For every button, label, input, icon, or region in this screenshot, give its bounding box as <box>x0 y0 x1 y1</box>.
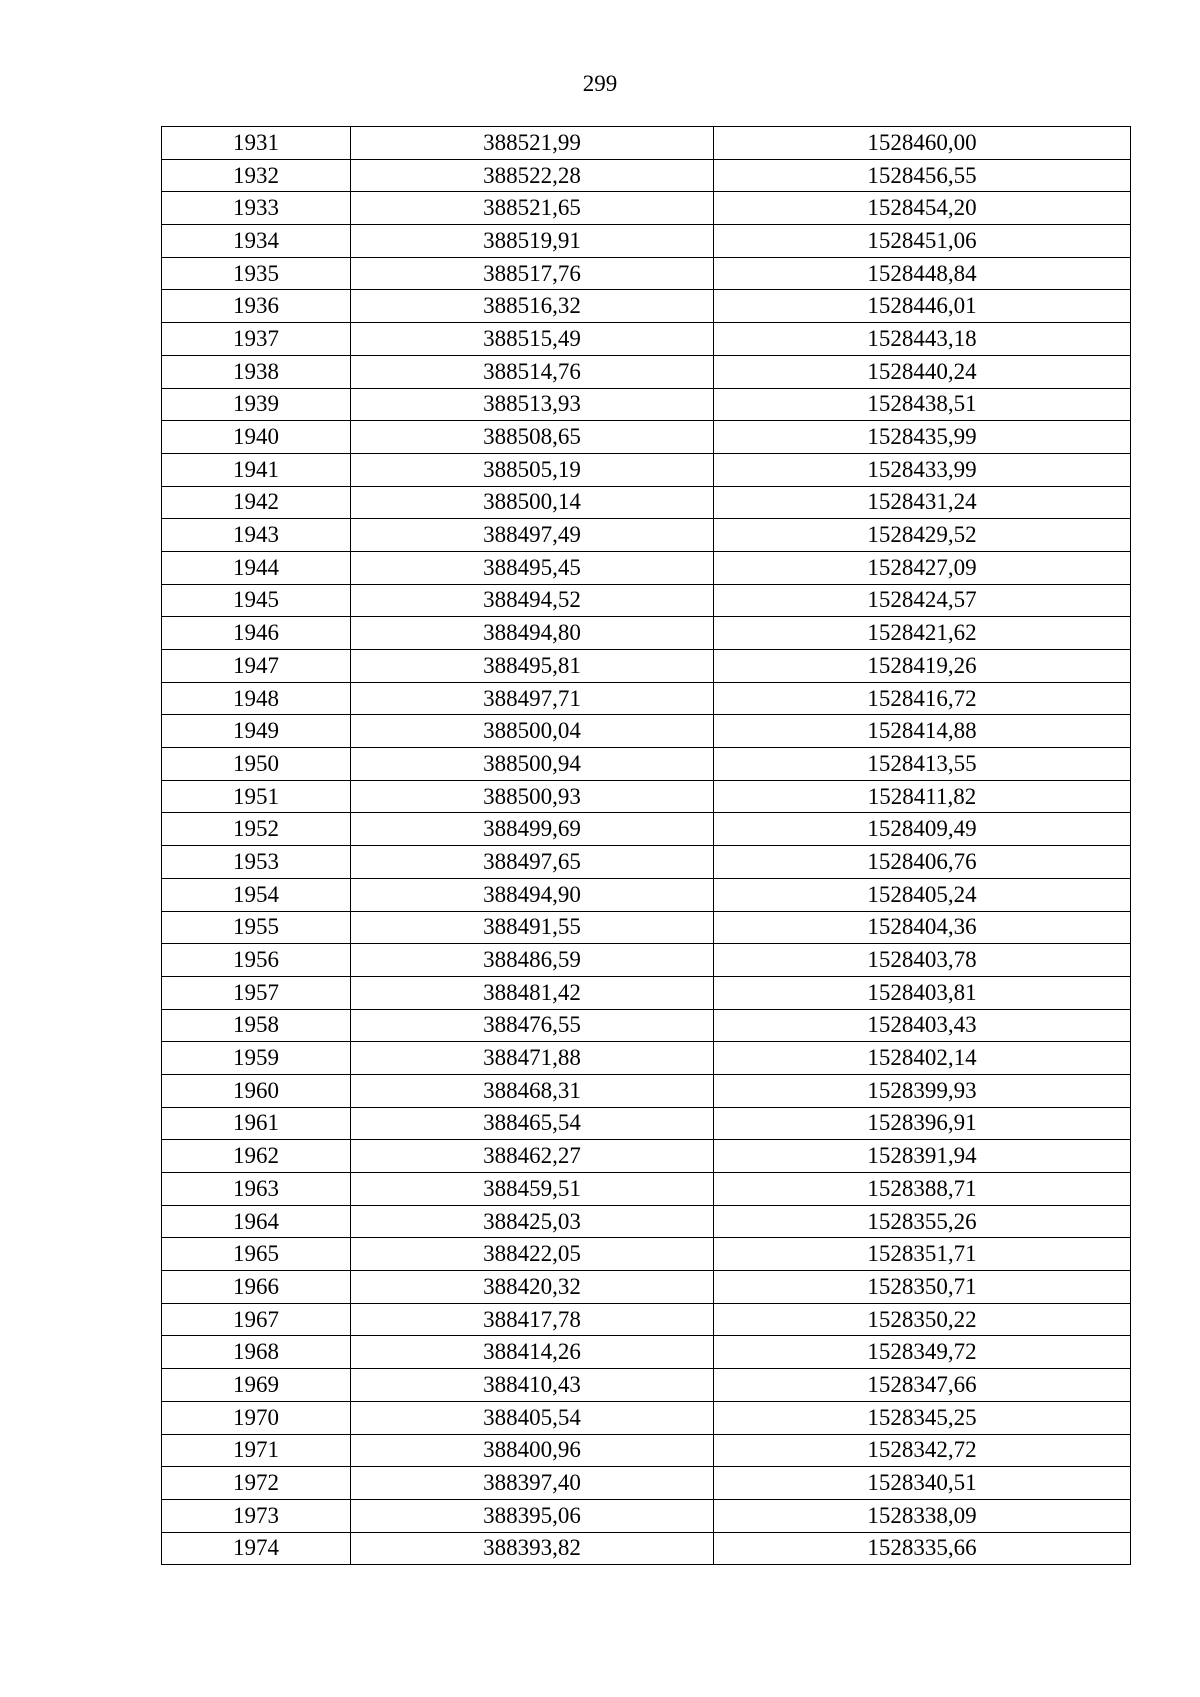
y-coordinate-cell: 1528340,51 <box>714 1467 1131 1500</box>
x-coordinate-cell: 388495,81 <box>351 650 714 683</box>
x-coordinate-cell: 388494,90 <box>351 878 714 911</box>
table-row <box>162 944 1131 977</box>
point-number-cell: 1957 <box>162 976 351 1009</box>
y-coordinate-cell: 1528403,43 <box>714 1009 1131 1042</box>
y-coordinate-cell: 1528335,66 <box>714 1532 1131 1565</box>
y-coordinate-cell: 1528345,25 <box>714 1401 1131 1434</box>
y-coordinate-cell: 1528427,09 <box>714 551 1131 584</box>
point-number-cell: 1941 <box>162 453 351 486</box>
y-coordinate-cell: 1528414,88 <box>714 715 1131 748</box>
x-coordinate-cell: 388425,03 <box>351 1205 714 1238</box>
y-coordinate-cell: 1528433,99 <box>714 453 1131 486</box>
x-coordinate-cell: 388514,76 <box>351 355 714 388</box>
point-number-cell: 1970 <box>162 1401 351 1434</box>
table-row <box>162 617 1131 650</box>
point-number-cell: 1932 <box>162 159 351 192</box>
x-coordinate-cell: 388462,27 <box>351 1140 714 1173</box>
y-coordinate-cell: 1528405,24 <box>714 878 1131 911</box>
point-number-cell: 1948 <box>162 682 351 715</box>
x-coordinate-cell: 388505,19 <box>351 453 714 486</box>
y-coordinate-cell: 1528347,66 <box>714 1369 1131 1402</box>
x-coordinate-cell: 388508,65 <box>351 421 714 454</box>
point-number-cell: 1956 <box>162 944 351 977</box>
coordinates-table <box>161 126 1131 1565</box>
point-number-cell: 1951 <box>162 780 351 813</box>
x-coordinate-cell: 388395,06 <box>351 1499 714 1532</box>
point-number-cell: 1961 <box>162 1107 351 1140</box>
table-row <box>162 1532 1131 1565</box>
x-coordinate-cell: 388521,65 <box>351 192 714 225</box>
y-coordinate-cell: 1528413,55 <box>714 748 1131 781</box>
table-row <box>162 878 1131 911</box>
y-coordinate-cell: 1528451,06 <box>714 225 1131 258</box>
x-coordinate-cell: 388417,78 <box>351 1303 714 1336</box>
table-row <box>162 813 1131 846</box>
table-row <box>162 421 1131 454</box>
table-row <box>162 1401 1131 1434</box>
y-coordinate-cell: 1528404,36 <box>714 911 1131 944</box>
point-number-cell: 1937 <box>162 323 351 356</box>
y-coordinate-cell: 1528350,22 <box>714 1303 1131 1336</box>
x-coordinate-cell: 388517,76 <box>351 257 714 290</box>
y-coordinate-cell: 1528446,01 <box>714 290 1131 323</box>
table-row <box>162 1173 1131 1206</box>
table-row <box>162 257 1131 290</box>
y-coordinate-cell: 1528403,78 <box>714 944 1131 977</box>
point-number-cell: 1968 <box>162 1336 351 1369</box>
table-row <box>162 551 1131 584</box>
x-coordinate-cell: 388400,96 <box>351 1434 714 1467</box>
point-number-cell: 1935 <box>162 257 351 290</box>
table-row <box>162 1140 1131 1173</box>
y-coordinate-cell: 1528403,81 <box>714 976 1131 1009</box>
y-coordinate-cell: 1528355,26 <box>714 1205 1131 1238</box>
point-number-cell: 1943 <box>162 519 351 552</box>
table-row <box>162 1434 1131 1467</box>
point-number-cell: 1959 <box>162 1042 351 1075</box>
point-number-cell: 1966 <box>162 1271 351 1304</box>
point-number-cell: 1933 <box>162 192 351 225</box>
y-coordinate-cell: 1528431,24 <box>714 486 1131 519</box>
table-row <box>162 1467 1131 1500</box>
y-coordinate-cell: 1528391,94 <box>714 1140 1131 1173</box>
x-coordinate-cell: 388500,04 <box>351 715 714 748</box>
table-row <box>162 650 1131 683</box>
y-coordinate-cell: 1528440,24 <box>714 355 1131 388</box>
point-number-cell: 1946 <box>162 617 351 650</box>
x-coordinate-cell: 388497,71 <box>351 682 714 715</box>
point-number-cell: 1931 <box>162 127 351 160</box>
table-row <box>162 748 1131 781</box>
point-number-cell: 1963 <box>162 1173 351 1206</box>
x-coordinate-cell: 388397,40 <box>351 1467 714 1500</box>
y-coordinate-cell: 1528416,72 <box>714 682 1131 715</box>
table-row <box>162 976 1131 1009</box>
table-row <box>162 1074 1131 1107</box>
table-row <box>162 715 1131 748</box>
table-row <box>162 1107 1131 1140</box>
y-coordinate-cell: 1528351,71 <box>714 1238 1131 1271</box>
table-row <box>162 1336 1131 1369</box>
x-coordinate-cell: 388515,49 <box>351 323 714 356</box>
point-number-cell: 1965 <box>162 1238 351 1271</box>
point-number-cell: 1971 <box>162 1434 351 1467</box>
point-number-cell: 1947 <box>162 650 351 683</box>
x-coordinate-cell: 388476,55 <box>351 1009 714 1042</box>
table-row <box>162 1238 1131 1271</box>
table-row <box>162 192 1131 225</box>
table-row <box>162 584 1131 617</box>
table-row <box>162 1499 1131 1532</box>
table-row <box>162 682 1131 715</box>
x-coordinate-cell: 388497,65 <box>351 846 714 879</box>
x-coordinate-cell: 388471,88 <box>351 1042 714 1075</box>
y-coordinate-cell: 1528456,55 <box>714 159 1131 192</box>
x-coordinate-cell: 388494,80 <box>351 617 714 650</box>
page-number: 299 <box>582 71 618 96</box>
table-row <box>162 846 1131 879</box>
table-row <box>162 159 1131 192</box>
point-number-cell: 1953 <box>162 846 351 879</box>
point-number-cell: 1934 <box>162 225 351 258</box>
point-number-cell: 1939 <box>162 388 351 421</box>
y-coordinate-cell: 1528419,26 <box>714 650 1131 683</box>
table-row <box>162 780 1131 813</box>
point-number-cell: 1973 <box>162 1499 351 1532</box>
y-coordinate-cell: 1528388,71 <box>714 1173 1131 1206</box>
x-coordinate-cell: 388500,94 <box>351 748 714 781</box>
point-number-cell: 1936 <box>162 290 351 323</box>
coordinates-table-body <box>162 127 1131 1565</box>
x-coordinate-cell: 388500,14 <box>351 486 714 519</box>
x-coordinate-cell: 388393,82 <box>351 1532 714 1565</box>
point-number-cell: 1954 <box>162 878 351 911</box>
table-row <box>162 911 1131 944</box>
x-coordinate-cell: 388486,59 <box>351 944 714 977</box>
point-number-cell: 1945 <box>162 584 351 617</box>
point-number-cell: 1969 <box>162 1369 351 1402</box>
table-row <box>162 225 1131 258</box>
point-number-cell: 1952 <box>162 813 351 846</box>
y-coordinate-cell: 1528342,72 <box>714 1434 1131 1467</box>
x-coordinate-cell: 388494,52 <box>351 584 714 617</box>
table-row <box>162 1303 1131 1336</box>
x-coordinate-cell: 388405,54 <box>351 1401 714 1434</box>
y-coordinate-cell: 1528338,09 <box>714 1499 1131 1532</box>
table-row <box>162 486 1131 519</box>
y-coordinate-cell: 1528435,99 <box>714 421 1131 454</box>
point-number-cell: 1949 <box>162 715 351 748</box>
x-coordinate-cell: 388420,32 <box>351 1271 714 1304</box>
x-coordinate-cell: 388414,26 <box>351 1336 714 1369</box>
y-coordinate-cell: 1528429,52 <box>714 519 1131 552</box>
y-coordinate-cell: 1528411,82 <box>714 780 1131 813</box>
y-coordinate-cell: 1528424,57 <box>714 584 1131 617</box>
x-coordinate-cell: 388500,93 <box>351 780 714 813</box>
x-coordinate-cell: 388491,55 <box>351 911 714 944</box>
table-row <box>162 355 1131 388</box>
x-coordinate-cell: 388521,99 <box>351 127 714 160</box>
point-number-cell: 1964 <box>162 1205 351 1238</box>
x-coordinate-cell: 388513,93 <box>351 388 714 421</box>
x-coordinate-cell: 388522,28 <box>351 159 714 192</box>
y-coordinate-cell: 1528396,91 <box>714 1107 1131 1140</box>
point-number-cell: 1940 <box>162 421 351 454</box>
y-coordinate-cell: 1528460,00 <box>714 127 1131 160</box>
point-number-cell: 1974 <box>162 1532 351 1565</box>
point-number-cell: 1960 <box>162 1074 351 1107</box>
table-row <box>162 1205 1131 1238</box>
table-row <box>162 290 1131 323</box>
point-number-cell: 1962 <box>162 1140 351 1173</box>
point-number-cell: 1944 <box>162 551 351 584</box>
table-row <box>162 1271 1131 1304</box>
y-coordinate-cell: 1528349,72 <box>714 1336 1131 1369</box>
table-row <box>162 1042 1131 1075</box>
y-coordinate-cell: 1528448,84 <box>714 257 1131 290</box>
x-coordinate-cell: 388465,54 <box>351 1107 714 1140</box>
y-coordinate-cell: 1528421,62 <box>714 617 1131 650</box>
x-coordinate-cell: 388516,32 <box>351 290 714 323</box>
y-coordinate-cell: 1528399,93 <box>714 1074 1131 1107</box>
point-number-cell: 1958 <box>162 1009 351 1042</box>
y-coordinate-cell: 1528454,20 <box>714 192 1131 225</box>
table-row <box>162 1009 1131 1042</box>
point-number-cell: 1972 <box>162 1467 351 1500</box>
table-row <box>162 453 1131 486</box>
x-coordinate-cell: 388497,49 <box>351 519 714 552</box>
point-number-cell: 1942 <box>162 486 351 519</box>
x-coordinate-cell: 388499,69 <box>351 813 714 846</box>
table-row <box>162 388 1131 421</box>
y-coordinate-cell: 1528402,14 <box>714 1042 1131 1075</box>
table-row <box>162 519 1131 552</box>
x-coordinate-cell: 388422,05 <box>351 1238 714 1271</box>
x-coordinate-cell: 388410,43 <box>351 1369 714 1402</box>
y-coordinate-cell: 1528409,49 <box>714 813 1131 846</box>
y-coordinate-cell: 1528443,18 <box>714 323 1131 356</box>
x-coordinate-cell: 388495,45 <box>351 551 714 584</box>
x-coordinate-cell: 388459,51 <box>351 1173 714 1206</box>
point-number-cell: 1950 <box>162 748 351 781</box>
point-number-cell: 1955 <box>162 911 351 944</box>
point-number-cell: 1967 <box>162 1303 351 1336</box>
table-row <box>162 1369 1131 1402</box>
x-coordinate-cell: 388519,91 <box>351 225 714 258</box>
x-coordinate-cell: 388481,42 <box>351 976 714 1009</box>
table-row <box>162 127 1131 160</box>
x-coordinate-cell: 388468,31 <box>351 1074 714 1107</box>
point-number-cell: 1938 <box>162 355 351 388</box>
y-coordinate-cell: 1528438,51 <box>714 388 1131 421</box>
y-coordinate-cell: 1528350,71 <box>714 1271 1131 1304</box>
table-row <box>162 323 1131 356</box>
y-coordinate-cell: 1528406,76 <box>714 846 1131 879</box>
